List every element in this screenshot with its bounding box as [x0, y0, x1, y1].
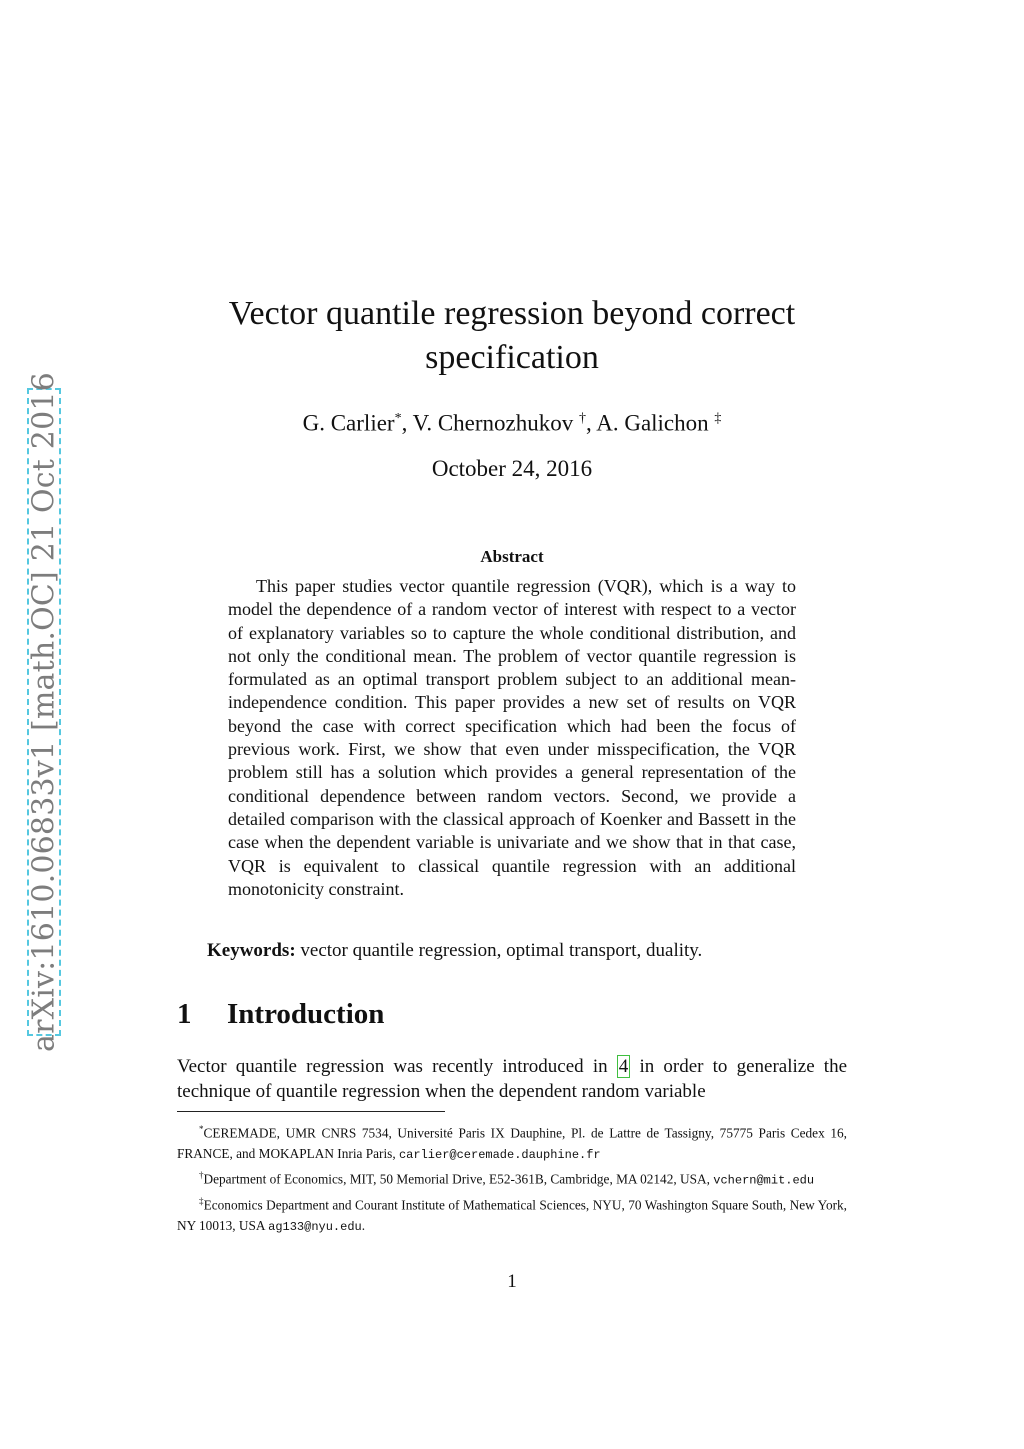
footnote-mark: † — [199, 1170, 204, 1181]
section-number: 1 — [177, 998, 192, 1030]
footnote — [177, 1119, 847, 1165]
footnote-text: CEREMADE, UMR CNRS 7534, Université Paris IX Dauphine, Pl. de Lattre de Tassigny, 75775 Paris Cedex 16, FRANCE, and MOKAPLAN Inria Paris, — [177, 1125, 847, 1161]
footnote-text: Economics Department and Courant Institute of Mathematical Sciences, NYU, 70 Washington Square South, New York, NY 10013, USA — [177, 1197, 847, 1234]
keywords — [207, 940, 827, 962]
author-list: G. Carlier*, V. Chernozhukov †, A. Galichon ‡ — [302, 410, 722, 436]
intro-text: Vector quantile regression was recently introduced in — [177, 1056, 617, 1077]
footnote-trail: . — [361, 1218, 366, 1234]
keywords-label: Keywords: — [207, 940, 296, 961]
footnote-divider — [177, 1111, 445, 1112]
author-footnote-mark[interactable]: ‡ — [714, 411, 722, 426]
footnote-mark: * — [199, 1124, 204, 1134]
author-name: G. Carlier — [302, 410, 395, 436]
abstract-heading: Abstract — [480, 547, 544, 566]
section-heading — [177, 998, 384, 1031]
footnote-email[interactable]: vchern@mit.edu — [713, 1173, 815, 1188]
citation-link[interactable]: 4 — [618, 1056, 629, 1077]
section-title: Introduction — [227, 998, 385, 1030]
author-name: A. Galichon — [596, 410, 709, 436]
footnotes — [177, 1119, 847, 1238]
keywords-text: vector quantile regression, optimal transport, duality. — [300, 940, 703, 961]
paper-title: Vector quantile regression beyond correct specification — [228, 295, 796, 376]
footnote-text: Department of Economics, MIT, 50 Memorial Drive, E52-361B, Cambridge, MA 02142, USA, — [203, 1171, 714, 1187]
author-footnote-mark[interactable]: † — [578, 411, 586, 426]
footnote — [177, 1165, 847, 1191]
footnote-mark: ‡ — [199, 1196, 204, 1207]
author-name: V. Chernozhukov — [412, 410, 574, 436]
intro-text: in order to generalize the technique of quantile regression when the dependent random variable — [177, 1056, 847, 1102]
abstract-text: This paper studies vector quantile regression (VQR), which is a way to model the dependence of a random vector of interest with respect to a vector of explanatory variables so to capture the whole conditional distribution, and not only the conditional mean. The problem of vector quantile regression is formulated as an optimal transport problem subject to an additional mean-independence condition. This paper provides a new set of results on VQR beyond the case with correct specification which had been the focus of previous work. First, we show that even under misspecification, the VQR problem still has a solution which provides a general representation of the conditional dependence between random vectors. Second, we provide a detailed comparison with the classical approach of Koenker and Bassett in the case when the dependent variable is univariate and we show that in that case, VQR is equivalent to classical quantile regression with an additional monotonicity constraint. — [228, 576, 796, 899]
footnote-email[interactable]: ag133@nyu.edu — [268, 1220, 362, 1235]
footnote — [177, 1191, 847, 1237]
paper-date: October 24, 2016 — [431, 456, 593, 481]
page-number: 1 — [507, 1271, 517, 1292]
intro-paragraph — [177, 1054, 847, 1104]
author-footnote-mark[interactable]: * — [394, 411, 402, 426]
arxiv-identifier[interactable]: arXiv:1610.06833v1 [math.OC] 21 Oct 2016 — [26, 372, 62, 1052]
footnote-email[interactable]: carlier@ceremade.dauphine.fr — [398, 1147, 601, 1162]
